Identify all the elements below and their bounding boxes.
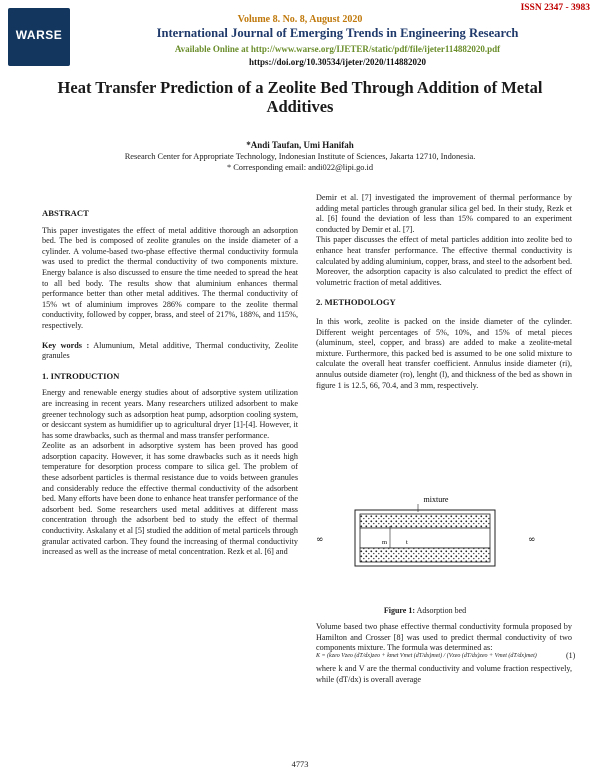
logo-text: WARSE bbox=[15, 28, 63, 42]
right-paragraph-2: This paper discusses the effect of metal particles addition into zeolite bed to enhance heat transfer performance. The effective thermal conductivity is calculated by adding aluminium, copper, brass, and steel to the adsorbent bed. Moreover, the adsorption capacity is also calculated to predict the effect of volumetric fraction of metal additives. bbox=[316, 235, 572, 287]
figure-caption-label: Figure 1: bbox=[383, 606, 416, 615]
after-figure-text: Volume based two phase effective thermal conductivity formula proposed by Hamilton and Crosser [8] was used to predict thermal conductivity of two components mixture. The formula was determined as: bbox=[316, 622, 572, 653]
intro-paragraph-1: Energy and renewable energy studies about of adsorptive system utilization are increasing in recent years. Many researchers utilized adsorbent to make greener technology such as adsorption heat pump, adsorption cooling system, or desiccant system as humidifier up to agricultural dryer [1]-[4]. However, it has some drawbacks, such as thermal and mass transfer performance. bbox=[42, 388, 298, 440]
issn: ISSN 2347 - 3983 bbox=[520, 3, 590, 13]
adsorption-bed-figure bbox=[310, 490, 540, 595]
authors: *Andi Taufan, Umi Hanifah bbox=[246, 140, 354, 150]
right-column bbox=[316, 193, 572, 391]
paper-title: Heat Transfer Prediction of a Zeolite Bed Through Addition of Metal Additives bbox=[57, 78, 543, 116]
abstract-heading: ABSTRACT bbox=[42, 208, 89, 218]
right-paragraph-1: Demir et al. [7] investigated the improvement of thermal performance by adding metal particles through granular silica gel bed. In their study, Rezk et al. [6] found the deviation of less than 15% compared to an experiment conducted by Demir et al. [7]. bbox=[316, 193, 572, 234]
intro-heading: 1. INTRODUCTION bbox=[42, 370, 120, 381]
abstract-text: This paper investigates the effect of metal additive thorough an adsorption bed. The bed is composed of zeolite granules on the inside diameter of a cylinder. A volume-based two-phase effective thermal conductivity formula was used to predict the thermal conductivity of two components mixture. Energy balance is also discussed to ensure the time needed to spread the heat to all bed body. The results show that aluminium enhances thermal performance better than other metal additives. The thermal conductivity of 15% wt of aluminium improves 286% compare to the zeolite thermal conductivity, followed by copper, brass, and steel of 217%, 188%, and 115%, respectively. bbox=[42, 225, 298, 330]
keywords-text: Alumunium, Metal additive, Thermal conductivity, Zeolite granules bbox=[42, 340, 298, 361]
methodology-heading: 2. METHODOLOGY bbox=[316, 297, 396, 308]
figure-caption bbox=[310, 606, 540, 615]
figure-symbol-left: ∞ bbox=[316, 535, 324, 545]
equation-1: K = (kzeo Vzeo (dT/dx)zeo + kmet Vmet (dT/dx)met) / (Vzeo (dT/dx)zeo + Vmet (dT/dx)met) bbox=[316, 653, 537, 659]
keywords bbox=[42, 341, 298, 362]
intro-paragraph-2: Zeolite as an adsorbent in adsorptive system has been proved has good adsorption capacity. However, it has some drawbacks such as it needs high temperature for desorption process compare to silica gel. The problem of these adsorbent particles is thermal resistance due to voids between granules and considerably reduce the effective thermal conductivity of the adsorbent bed. Many efforts have been done to enhance heat transfer performance of the adsorbent bed. Some researchers used metal additives at different mass concentration through the adsorbent bed to study the effect of thermal conductivity. Askalany et al [5] studied the addition of metal particels through granular activated carbon. They found the increasing of thermal conductivity increased as well as the increase of metal concentration. Rezk et al. [6] and bbox=[42, 441, 298, 557]
figure-symbol-right: ∞ bbox=[528, 535, 536, 545]
figure-caption-text: Adsorption bed bbox=[416, 606, 467, 615]
lower-mixture-layer bbox=[360, 548, 490, 562]
doi-link[interactable]: https://doi.org/10.30534/ijeter/2020/114882020 bbox=[249, 57, 426, 67]
after-equation-text: where k and V are the thermal conductivity and volume fraction respectively, while (dT/dx) is overall average bbox=[316, 664, 572, 684]
keywords-label: Key words : bbox=[42, 340, 90, 350]
left-column bbox=[42, 208, 298, 558]
available-online-link[interactable]: Available Online at http://www.warse.org/IJETER/static/pdf/file/ijeter114882020.pdf bbox=[174, 44, 501, 54]
figure-label-mixture: mixture bbox=[423, 495, 449, 504]
page-number: 4773 bbox=[291, 760, 309, 769]
volume-info: Volume 8. No. 8, August 2020 bbox=[237, 14, 363, 25]
methodology-paragraph: In this work, zeolite is packed on the inside diameter of the cylinder. Different weight percentages of 5%, 10%, and 15% of metal pieces (aluminum, steel, copper, and brass) are added to make a zeolite-metal mixture. Furthermore, this packed bed is assumed to be one solid mixture to calculate the overall heat transfer coefficient. Annulus inside diameter (ri), annulus outside diameter (ro), lenght (l), and thickness of the bed as shown in figure 1 is 12.5, 66, 70.4, and 3 mm, respectively. bbox=[316, 316, 572, 390]
journal-title: International Journal of Emerging Trends in Engineering Research bbox=[156, 26, 519, 40]
figure-symbol-t: t bbox=[406, 539, 408, 546]
affiliation: Research Center for Appropriate Technology, Indonesian Institute of Sciences, Jakarta 12710, Indonesia. bbox=[124, 152, 476, 161]
equation-number: (1) bbox=[566, 651, 576, 660]
corresponding-email: * Corresponding email: andi022@lipi.go.id bbox=[226, 163, 374, 172]
figure-symbol-m: m bbox=[382, 539, 388, 546]
upper-mixture-layer bbox=[360, 514, 490, 528]
inner-annulus bbox=[360, 528, 490, 548]
